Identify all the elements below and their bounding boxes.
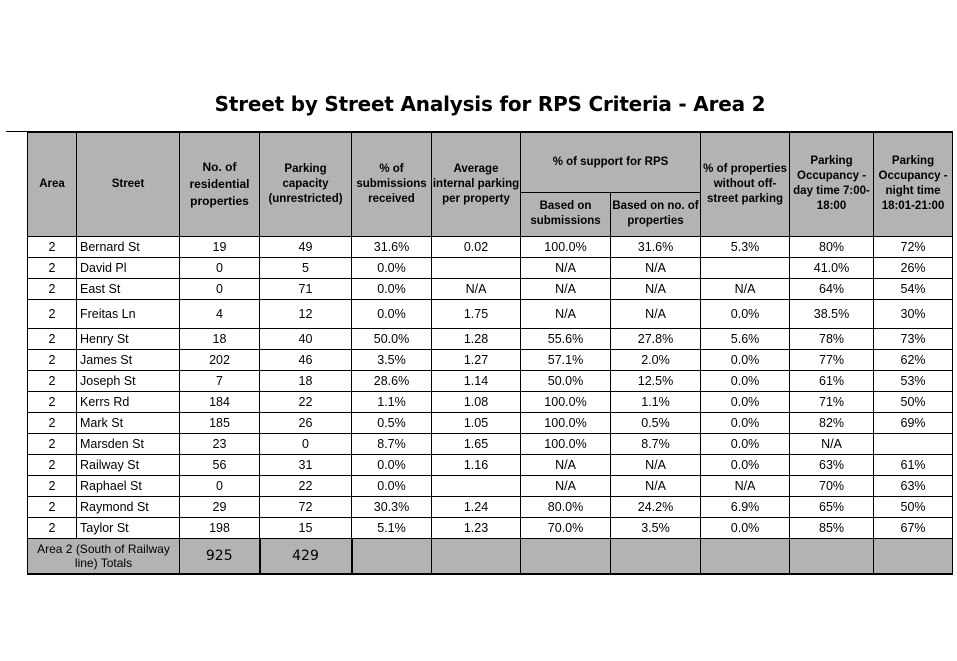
- street-cell: Bernard St: [77, 236, 180, 257]
- support-submissions-cell: 100.0%: [521, 236, 611, 257]
- residential-cell: 184: [180, 391, 260, 412]
- capacity-cell: 26: [260, 412, 352, 433]
- occupancy-day-cell: 77%: [790, 349, 874, 370]
- occupancy-day-cell: 41.0%: [790, 257, 874, 278]
- support-properties-cell: 1.1%: [611, 391, 701, 412]
- occupancy-night-cell: 54%: [874, 278, 953, 299]
- no-offstreet-cell: 0.0%: [701, 412, 790, 433]
- street-cell: David Pl: [77, 257, 180, 278]
- occupancy-night-cell: 69%: [874, 412, 953, 433]
- page-title: Street by Street Analysis for RPS Criteria - Area 2: [214, 92, 766, 116]
- occupancy-night-cell: 50%: [874, 496, 953, 517]
- area-cell: 2: [28, 454, 77, 475]
- area-cell: 2: [28, 517, 77, 538]
- occupancy-night-cell: 26%: [874, 257, 953, 278]
- submissions-cell: 0.5%: [352, 412, 432, 433]
- header-street: Street: [77, 132, 180, 236]
- submissions-cell: 1.1%: [352, 391, 432, 412]
- support-properties-cell: N/A: [611, 278, 701, 299]
- no-offstreet-cell: N/A: [701, 278, 790, 299]
- top-rule-divider: [6, 131, 28, 132]
- occupancy-day-cell: 82%: [790, 412, 874, 433]
- internal-parking-cell: N/A: [432, 278, 521, 299]
- street-cell: Joseph St: [77, 370, 180, 391]
- totals-empty-cell: [611, 538, 701, 574]
- residential-cell: 202: [180, 349, 260, 370]
- submissions-cell: 0.0%: [352, 278, 432, 299]
- table-row: [28, 433, 953, 454]
- support-properties-cell: 24.2%: [611, 496, 701, 517]
- capacity-cell: 22: [260, 391, 352, 412]
- occupancy-day-cell: 61%: [790, 370, 874, 391]
- no-offstreet-cell: N/A: [701, 475, 790, 496]
- table-row: [28, 475, 953, 496]
- capacity-cell: 49: [260, 236, 352, 257]
- no-offstreet-cell: 6.9%: [701, 496, 790, 517]
- occupancy-night-cell: 61%: [874, 454, 953, 475]
- area-cell: 2: [28, 299, 77, 328]
- support-submissions-cell: N/A: [521, 278, 611, 299]
- internal-parking-cell: 1.24: [432, 496, 521, 517]
- area-cell: 2: [28, 496, 77, 517]
- capacity-cell: 72: [260, 496, 352, 517]
- support-properties-cell: N/A: [611, 475, 701, 496]
- support-submissions-cell: N/A: [521, 299, 611, 328]
- capacity-cell: 31: [260, 454, 352, 475]
- totals-capacity: 429: [260, 538, 352, 574]
- internal-parking-cell: 1.14: [432, 370, 521, 391]
- support-submissions-cell: 55.6%: [521, 328, 611, 349]
- internal-parking-cell: 1.65: [432, 433, 521, 454]
- header-occupancy-day: Parking Occupancy - day time 7:00-18:00: [790, 132, 874, 236]
- occupancy-night-cell: 67%: [874, 517, 953, 538]
- header-support-group: % of support for RPS: [521, 132, 701, 192]
- area-cell: 2: [28, 328, 77, 349]
- occupancy-day-cell: 71%: [790, 391, 874, 412]
- internal-parking-cell: 1.28: [432, 328, 521, 349]
- street-cell: Freitas Ln: [77, 299, 180, 328]
- totals-empty-cell: [432, 538, 521, 574]
- submissions-cell: 0.0%: [352, 454, 432, 475]
- street-cell: East St: [77, 278, 180, 299]
- capacity-cell: 12: [260, 299, 352, 328]
- header-internal-parking: Average internal parking per property: [432, 132, 521, 236]
- internal-parking-cell: 1.23: [432, 517, 521, 538]
- internal-parking-cell: 0.02: [432, 236, 521, 257]
- no-offstreet-cell: 0.0%: [701, 299, 790, 328]
- support-submissions-cell: 57.1%: [521, 349, 611, 370]
- occupancy-day-cell: 64%: [790, 278, 874, 299]
- header-residential-properties: No. of residential properties: [180, 132, 260, 236]
- occupancy-night-cell: 72%: [874, 236, 953, 257]
- area-cell: 2: [28, 391, 77, 412]
- street-cell: Henry St: [77, 328, 180, 349]
- internal-parking-cell: 1.27: [432, 349, 521, 370]
- no-offstreet-cell: 0.0%: [701, 349, 790, 370]
- area-cell: 2: [28, 349, 77, 370]
- area-cell: 2: [28, 236, 77, 257]
- capacity-cell: 5: [260, 257, 352, 278]
- support-submissions-cell: 50.0%: [521, 370, 611, 391]
- totals-empty-cell: [352, 538, 432, 574]
- support-submissions-cell: 100.0%: [521, 433, 611, 454]
- no-offstreet-cell: 5.6%: [701, 328, 790, 349]
- header-occupancy-night: Parking Occupancy - night time 18:01-21:00: [874, 132, 953, 236]
- area-cell: 2: [28, 475, 77, 496]
- residential-cell: 0: [180, 475, 260, 496]
- internal-parking-cell: 1.75: [432, 299, 521, 328]
- header-submissions-received: % of submissions received: [352, 132, 432, 236]
- header-no-offstreet-parking: % of properties without off-street parking: [701, 132, 790, 236]
- support-properties-cell: 27.8%: [611, 328, 701, 349]
- capacity-cell: 0: [260, 433, 352, 454]
- support-submissions-cell: 100.0%: [521, 412, 611, 433]
- header-support-properties: Based on no. of properties: [611, 192, 701, 236]
- residential-cell: 56: [180, 454, 260, 475]
- capacity-cell: 18: [260, 370, 352, 391]
- internal-parking-cell: [432, 475, 521, 496]
- occupancy-day-cell: 38.5%: [790, 299, 874, 328]
- submissions-cell: 0.0%: [352, 257, 432, 278]
- capacity-cell: 22: [260, 475, 352, 496]
- support-submissions-cell: N/A: [521, 454, 611, 475]
- capacity-cell: 71: [260, 278, 352, 299]
- residential-cell: 0: [180, 278, 260, 299]
- totals-row: [28, 538, 953, 574]
- capacity-cell: 40: [260, 328, 352, 349]
- no-offstreet-cell: [701, 257, 790, 278]
- support-properties-cell: N/A: [611, 454, 701, 475]
- residential-cell: 185: [180, 412, 260, 433]
- no-offstreet-cell: 0.0%: [701, 370, 790, 391]
- support-properties-cell: 3.5%: [611, 517, 701, 538]
- capacity-cell: 15: [260, 517, 352, 538]
- occupancy-day-cell: 65%: [790, 496, 874, 517]
- occupancy-day-cell: 80%: [790, 236, 874, 257]
- table-row: [28, 391, 953, 412]
- submissions-cell: 8.7%: [352, 433, 432, 454]
- residential-cell: 23: [180, 433, 260, 454]
- residential-cell: 198: [180, 517, 260, 538]
- table-row: [28, 496, 953, 517]
- street-cell: Mark St: [77, 412, 180, 433]
- occupancy-day-cell: N/A: [790, 433, 874, 454]
- totals-empty-cell: [521, 538, 611, 574]
- street-cell: Raymond St: [77, 496, 180, 517]
- occupancy-night-cell: [874, 433, 953, 454]
- support-properties-cell: 2.0%: [611, 349, 701, 370]
- occupancy-day-cell: 70%: [790, 475, 874, 496]
- support-submissions-cell: 80.0%: [521, 496, 611, 517]
- area-cell: 2: [28, 412, 77, 433]
- totals-empty-cell: [790, 538, 874, 574]
- table-row: [28, 454, 953, 475]
- table-row: [28, 299, 953, 328]
- occupancy-night-cell: 53%: [874, 370, 953, 391]
- table-row: [28, 328, 953, 349]
- area-cell: 2: [28, 257, 77, 278]
- occupancy-night-cell: 63%: [874, 475, 953, 496]
- internal-parking-cell: 1.08: [432, 391, 521, 412]
- residential-cell: 7: [180, 370, 260, 391]
- no-offstreet-cell: 0.0%: [701, 433, 790, 454]
- submissions-cell: 0.0%: [352, 475, 432, 496]
- submissions-cell: 3.5%: [352, 349, 432, 370]
- no-offstreet-cell: 0.0%: [701, 454, 790, 475]
- no-offstreet-cell: 5.3%: [701, 236, 790, 257]
- street-cell: Raphael St: [77, 475, 180, 496]
- submissions-cell: 30.3%: [352, 496, 432, 517]
- street-cell: Railway St: [77, 454, 180, 475]
- residential-cell: 19: [180, 236, 260, 257]
- totals-empty-cell: [701, 538, 790, 574]
- table-row: [28, 517, 953, 538]
- table-row: [28, 278, 953, 299]
- support-properties-cell: N/A: [611, 257, 701, 278]
- capacity-cell: 46: [260, 349, 352, 370]
- occupancy-day-cell: 63%: [790, 454, 874, 475]
- occupancy-day-cell: 85%: [790, 517, 874, 538]
- header-support-submissions: Based on submissions: [521, 192, 611, 236]
- header-parking-capacity: Parking capacity (unrestricted): [260, 132, 352, 236]
- totals-residential: 925: [180, 538, 260, 574]
- header-area: Area: [28, 132, 77, 236]
- submissions-cell: 31.6%: [352, 236, 432, 257]
- residential-cell: 18: [180, 328, 260, 349]
- rps-analysis-table: [27, 131, 953, 575]
- support-submissions-cell: N/A: [521, 257, 611, 278]
- no-offstreet-cell: 0.0%: [701, 391, 790, 412]
- residential-cell: 0: [180, 257, 260, 278]
- submissions-cell: 28.6%: [352, 370, 432, 391]
- street-cell: James St: [77, 349, 180, 370]
- submissions-cell: 50.0%: [352, 328, 432, 349]
- table-row: [28, 370, 953, 391]
- street-cell: Kerrs Rd: [77, 391, 180, 412]
- support-submissions-cell: 70.0%: [521, 517, 611, 538]
- residential-cell: 29: [180, 496, 260, 517]
- area-cell: 2: [28, 278, 77, 299]
- occupancy-day-cell: 78%: [790, 328, 874, 349]
- occupancy-night-cell: 50%: [874, 391, 953, 412]
- internal-parking-cell: 1.05: [432, 412, 521, 433]
- area-cell: 2: [28, 433, 77, 454]
- support-properties-cell: 12.5%: [611, 370, 701, 391]
- area-cell: 2: [28, 370, 77, 391]
- support-submissions-cell: N/A: [521, 475, 611, 496]
- submissions-cell: 5.1%: [352, 517, 432, 538]
- submissions-cell: 0.0%: [352, 299, 432, 328]
- street-cell: Taylor St: [77, 517, 180, 538]
- totals-empty-cell: [874, 538, 953, 574]
- occupancy-night-cell: 73%: [874, 328, 953, 349]
- residential-cell: 4: [180, 299, 260, 328]
- support-properties-cell: 8.7%: [611, 433, 701, 454]
- street-cell: Marsden St: [77, 433, 180, 454]
- occupancy-night-cell: 30%: [874, 299, 953, 328]
- table-row: [28, 236, 953, 257]
- support-properties-cell: N/A: [611, 299, 701, 328]
- occupancy-night-cell: 62%: [874, 349, 953, 370]
- table-row: [28, 257, 953, 278]
- support-properties-cell: 31.6%: [611, 236, 701, 257]
- support-properties-cell: 0.5%: [611, 412, 701, 433]
- table-row: [28, 349, 953, 370]
- internal-parking-cell: [432, 257, 521, 278]
- internal-parking-cell: 1.16: [432, 454, 521, 475]
- no-offstreet-cell: 0.0%: [701, 517, 790, 538]
- support-submissions-cell: 100.0%: [521, 391, 611, 412]
- table-row: [28, 412, 953, 433]
- totals-label: Area 2 (South of Railway line) Totals: [28, 538, 180, 574]
